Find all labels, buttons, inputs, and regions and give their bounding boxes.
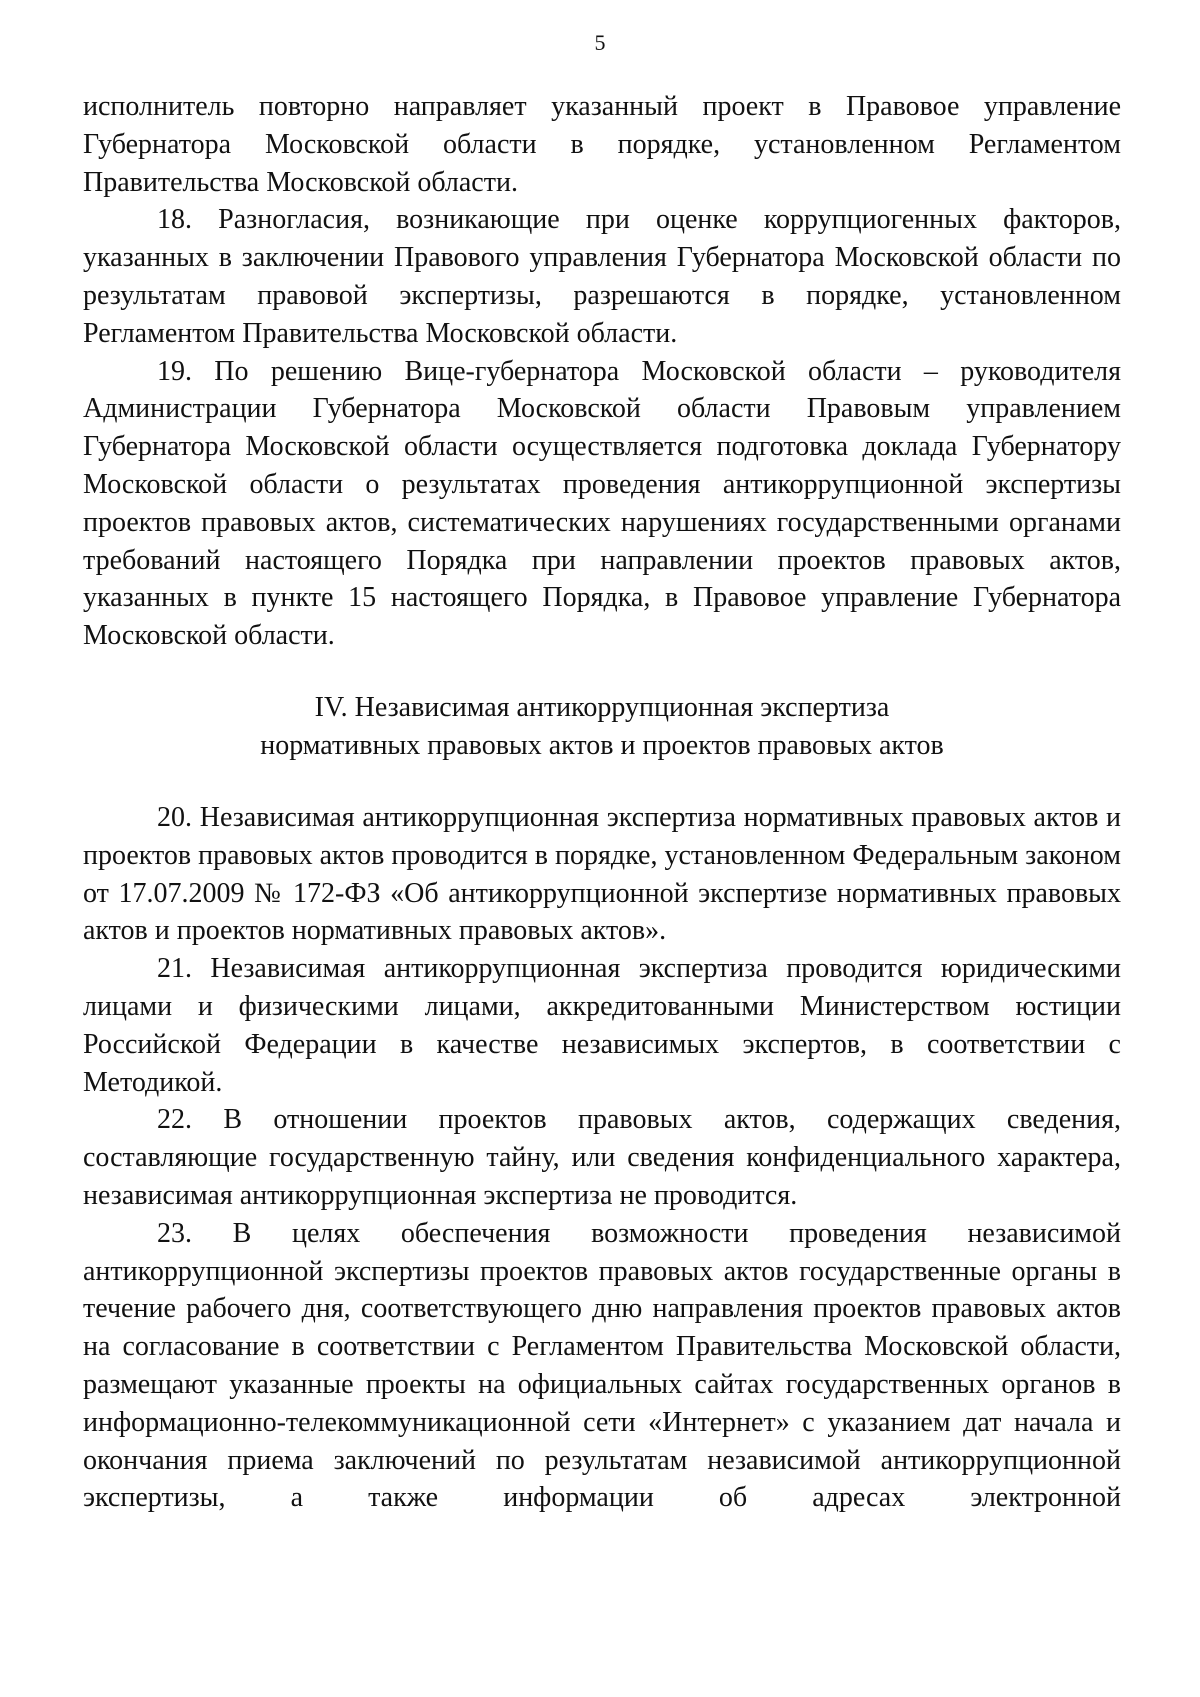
section-heading-line-1: IV. Независимая антикоррупционная экспертиза <box>314 691 890 723</box>
paragraph-20: 20. Независимая антикоррупционная экспертиза нормативных правовых актов и проектов правовых актов проводится в порядке, установленном Федеральным законом от 17.07.2009 № 172-ФЗ «Об антикоррупционной экспертизе нормативных правовых актов и проектов нормативных правовых актов». <box>83 801 1121 947</box>
paragraph-22: 22. В отношении проектов правовых актов, содержащих сведения, составляющие государственную тайну, или сведения конфиденциального характера, независимая антикоррупционная экспертиза не проводится. <box>83 1104 1121 1211</box>
paragraph-continuation: исполнитель повторно направляет указанный проект в Правовое управление Губернатора Московской области в порядке, установленном Регламентом Правительства Московской области. <box>83 91 1121 198</box>
section-heading-line-2: нормативных правовых актов и проектов правовых актов <box>260 729 944 761</box>
page-number: 5 <box>594 30 606 55</box>
paragraph-19: 19. По решению Вице-губернатора Московской области – руководителя Администрации Губернатора Московской области Правовым управлением Губернатора Московской области осуществляется подготовка доклада Губернатору Московской области о результатах проведения антикоррупционной экспертизы проектов правовых актов, систематических нарушениях государственными органами требований настоящего Порядка при направлении проектов правовых актов, указанных в пункте 15 настоящего Порядка, в Правовое управление Губернатора Московской области. <box>83 355 1121 652</box>
paragraph-23: 23. В целях обеспечения возможности проведения независимой антикоррупционной экспертизы проектов правовых актов государственные органы в течение рабочего дня, соответствующего дню направления проектов правовых актов на согласование в соответствии с Регламентом Правительства Московской области, размещают указанные проекты на официальных сайтах государственных органов в информационно-телекоммуникационной сети «Интернет» с указанием дат начала и окончания приема заключений по результатам независимой антикоррупционной экспертизы, а также информации об адресах электронной <box>83 1217 1121 1514</box>
document-body <box>83 88 1121 1517</box>
paragraph-18: 18. Разногласия, возникающие при оценке коррупциогенных факторов, указанных в заключении Правового управления Губернатора Московской области по результатам правовой экспертизы, разрешаются в порядке, установленном Регламентом Правительства Московской области. <box>83 204 1121 349</box>
paragraph-21: 21. Независимая антикоррупционная экспертиза проводится юридическими лицами и физическими лицами, аккредитованными Министерством юстиции Российской Федерации в качестве независимых экспертов, в соответствии с Методикой. <box>83 953 1121 1098</box>
section-heading <box>83 689 1121 765</box>
